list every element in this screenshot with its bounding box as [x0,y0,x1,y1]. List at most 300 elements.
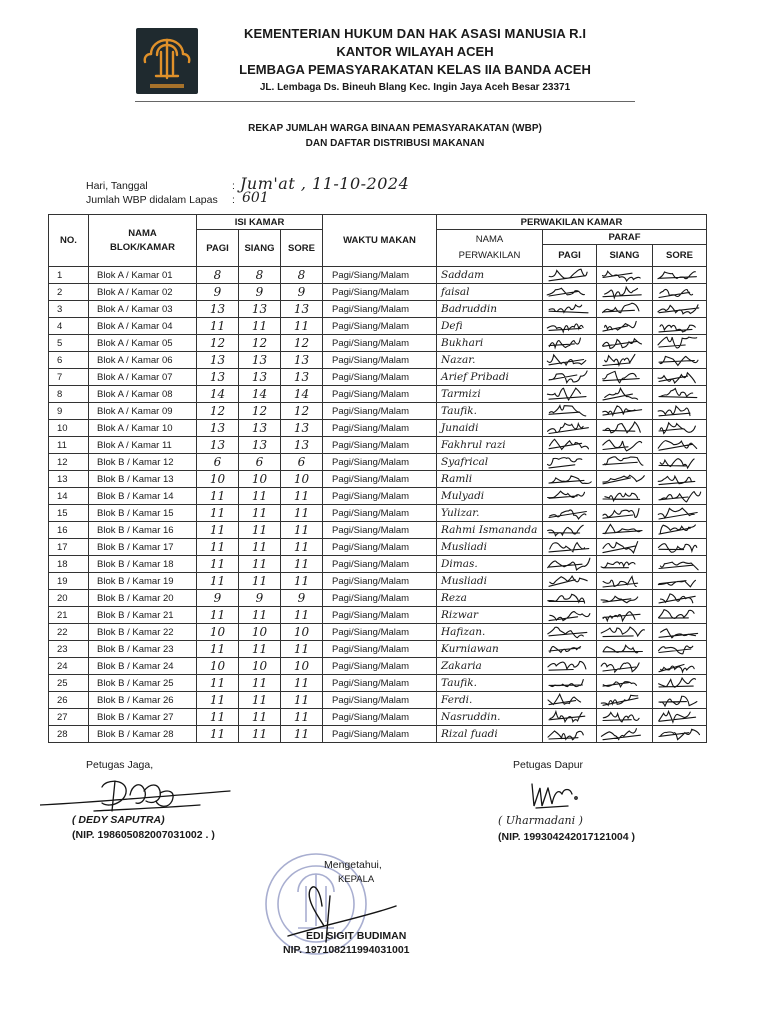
row-nama-perwakilan: Zakaria [437,658,543,675]
row-blok-kamar: Blok B / Kamar 18 [89,556,197,573]
regional-office: KANTOR WILAYAH ACEH [336,44,494,59]
paraf-siang-signature [597,403,653,420]
row-isi-pagi: 13 [197,301,239,318]
paraf-sore-signature [653,420,707,437]
row-no: 20 [49,590,89,607]
row-isi-sore: 13 [281,301,323,318]
row-isi-sore: 11 [281,607,323,624]
paraf-sore-signature [653,267,707,284]
row-isi-pagi: 11 [197,607,239,624]
row-nama-perwakilan: Fakhrul razi [437,437,543,454]
row-waktu-makan: Pagi/Siang/Malam [323,505,437,522]
row-isi-siang: 9 [239,284,281,301]
row-nama-perwakilan: Musliadi [437,539,543,556]
paraf-sore-signature [653,539,707,556]
row-isi-sore: 11 [281,522,323,539]
table-row [49,658,707,675]
row-waktu-makan: Pagi/Siang/Malam [323,522,437,539]
row-no: 15 [49,505,89,522]
row-isi-sore: 9 [281,284,323,301]
row-no: 9 [49,403,89,420]
row-blok-kamar: Blok B / Kamar 14 [89,488,197,505]
row-blok-kamar: Blok A / Kamar 04 [89,318,197,335]
table-row [49,522,707,539]
header-waktu-makan: WAKTU MAKAN [323,215,437,267]
row-isi-sore: 11 [281,318,323,335]
paraf-pagi-signature [543,471,597,488]
header-nama-perwakilan [437,230,543,267]
row-blok-kamar: Blok B / Kamar 12 [89,454,197,471]
row-blok-kamar: Blok B / Kamar 28 [89,726,197,743]
row-nama-perwakilan: Musliadi [437,573,543,590]
row-blok-kamar: Blok A / Kamar 09 [89,403,197,420]
row-isi-pagi: 11 [197,488,239,505]
row-isi-siang: 14 [239,386,281,403]
paraf-sore-signature [653,522,707,539]
row-isi-sore: 10 [281,624,323,641]
paraf-sore-signature [653,403,707,420]
table-row [49,284,707,301]
paraf-pagi-signature [543,352,597,369]
row-blok-kamar: Blok B / Kamar 20 [89,590,197,607]
row-isi-sore: 8 [281,267,323,284]
row-waktu-makan: Pagi/Siang/Malam [323,590,437,607]
row-isi-siang: 11 [239,522,281,539]
table-row [49,573,707,590]
row-isi-sore: 13 [281,352,323,369]
row-isi-sore: 10 [281,471,323,488]
paraf-siang-signature [597,590,653,607]
row-isi-pagi: 11 [197,726,239,743]
paraf-sore-signature [653,624,707,641]
kepala-nip: NIP. 197108211994031001 [283,944,410,956]
row-no: 14 [49,488,89,505]
letterhead [205,26,625,93]
row-nama-perwakilan: Junaidi [437,420,543,437]
paraf-sore-signature [653,692,707,709]
table-body [49,267,707,743]
row-waktu-makan: Pagi/Siang/Malam [323,369,437,386]
table-row [49,505,707,522]
table-row [49,488,707,505]
row-isi-sore: 11 [281,488,323,505]
header-paraf-pagi: PAGI [543,245,597,267]
row-isi-pagi: 11 [197,556,239,573]
header-isi-pagi: PAGI [197,230,239,267]
table-row [49,318,707,335]
paraf-siang-signature [597,692,653,709]
paraf-sore-signature [653,437,707,454]
header-nama-blok-text: NAMA BLOK/KAMAR [110,227,175,253]
row-isi-pagi: 13 [197,420,239,437]
paraf-pagi-signature [543,607,597,624]
row-no: 22 [49,624,89,641]
paraf-sore-signature [653,505,707,522]
table-row [49,437,707,454]
row-isi-sore: 11 [281,709,323,726]
header-no: NO. [49,215,89,267]
row-nama-perwakilan: Rizwar [437,607,543,624]
petugas-jaga-nip: (NIP. 198605082007031002 . ) [72,829,215,841]
row-isi-sore: 12 [281,403,323,420]
row-waktu-makan: Pagi/Siang/Malam [323,437,437,454]
row-nama-perwakilan: faisal [437,284,543,301]
row-nama-perwakilan: Syafrical [437,454,543,471]
row-no: 1 [49,267,89,284]
row-waktu-makan: Pagi/Siang/Malam [323,573,437,590]
wbp-colon: : [232,194,235,206]
paraf-sore-signature [653,369,707,386]
row-isi-siang: 11 [239,539,281,556]
row-isi-pagi: 6 [197,454,239,471]
paraf-siang-signature [597,573,653,590]
row-blok-kamar: Blok B / Kamar 23 [89,641,197,658]
row-blok-kamar: Blok A / Kamar 10 [89,420,197,437]
row-waktu-makan: Pagi/Siang/Malam [323,403,437,420]
row-isi-siang: 10 [239,658,281,675]
row-no: 12 [49,454,89,471]
paraf-pagi-signature [543,505,597,522]
paraf-siang-signature [597,522,653,539]
distribution-table [48,214,707,743]
row-waktu-makan: Pagi/Siang/Malam [323,386,437,403]
table-row [49,267,707,284]
row-waktu-makan: Pagi/Siang/Malam [323,726,437,743]
paraf-siang-signature [597,726,653,743]
row-blok-kamar: Blok B / Kamar 19 [89,573,197,590]
table-row [49,556,707,573]
row-nama-perwakilan: Kurniawan [437,641,543,658]
paraf-sore-signature [653,318,707,335]
row-isi-siang: 6 [239,454,281,471]
row-isi-sore: 13 [281,420,323,437]
petugas-dapur-signature [528,780,588,812]
row-isi-pagi: 11 [197,675,239,692]
paraf-siang-signature [597,709,653,726]
row-waktu-makan: Pagi/Siang/Malam [323,607,437,624]
row-isi-siang: 11 [239,726,281,743]
row-nama-perwakilan: Saddam [437,267,543,284]
paraf-sore-signature [653,471,707,488]
row-nama-perwakilan: Ramli [437,471,543,488]
row-isi-pagi: 11 [197,522,239,539]
row-no: 7 [49,369,89,386]
row-blok-kamar: Blok A / Kamar 07 [89,369,197,386]
row-waktu-makan: Pagi/Siang/Malam [323,624,437,641]
petugas-dapur-label: Petugas Dapur [513,759,584,771]
paraf-siang-signature [597,471,653,488]
row-isi-sore: 14 [281,386,323,403]
row-isi-sore: 11 [281,675,323,692]
row-no: 2 [49,284,89,301]
row-isi-pagi: 10 [197,624,239,641]
paraf-pagi-signature [543,284,597,301]
table-row [49,539,707,556]
table-row [49,692,707,709]
row-no: 27 [49,709,89,726]
paraf-siang-signature [597,301,653,318]
row-isi-pagi: 8 [197,267,239,284]
row-isi-sore: 13 [281,369,323,386]
row-no: 26 [49,692,89,709]
row-blok-kamar: Blok B / Kamar 17 [89,539,197,556]
row-waktu-makan: Pagi/Siang/Malam [323,658,437,675]
row-isi-siang: 11 [239,573,281,590]
row-blok-kamar: Blok A / Kamar 05 [89,335,197,352]
row-isi-pagi: 13 [197,369,239,386]
row-isi-pagi: 13 [197,352,239,369]
row-isi-pagi: 11 [197,318,239,335]
row-no: 16 [49,522,89,539]
row-nama-perwakilan: Nasruddin. [437,709,543,726]
paraf-pagi-signature [543,386,597,403]
paraf-siang-signature [597,352,653,369]
table-row [49,454,707,471]
paraf-sore-signature [653,607,707,624]
row-isi-pagi: 13 [197,437,239,454]
row-waktu-makan: Pagi/Siang/Malam [323,420,437,437]
table-row [49,420,707,437]
row-no: 8 [49,386,89,403]
table-row [49,624,707,641]
row-isi-sore: 11 [281,573,323,590]
table-row [49,386,707,403]
row-isi-siang: 8 [239,267,281,284]
paraf-siang-signature [597,420,653,437]
row-no: 24 [49,658,89,675]
table-row [49,352,707,369]
header-isi-siang: SIANG [239,230,281,267]
row-isi-pagi: 12 [197,403,239,420]
paraf-pagi-signature [543,709,597,726]
paraf-sore-signature [653,284,707,301]
row-isi-siang: 11 [239,641,281,658]
row-no: 17 [49,539,89,556]
date-label: Hari, Tanggal [86,180,148,192]
row-isi-siang: 11 [239,709,281,726]
paraf-pagi-signature [543,437,597,454]
row-blok-kamar: Blok A / Kamar 02 [89,284,197,301]
row-isi-pagi: 12 [197,335,239,352]
paraf-pagi-signature [543,556,597,573]
document-title [160,121,630,151]
row-isi-siang: 13 [239,369,281,386]
paraf-pagi-signature [543,641,597,658]
institution-address: JL. Lembaga Ds. Bineuh Blang Kec. Ingin Jaya Aceh Besar 23371 [259,82,571,93]
row-no: 21 [49,607,89,624]
header-paraf-siang: SIANG [597,245,653,267]
paraf-sore-signature [653,675,707,692]
row-nama-perwakilan: Yulizar. [437,505,543,522]
paraf-siang-signature [597,556,653,573]
row-nama-perwakilan: Hafizan. [437,624,543,641]
row-blok-kamar: Blok B / Kamar 22 [89,624,197,641]
kepala-name: EDI SIGIT BUDIMAN [306,930,407,942]
row-isi-pagi: 11 [197,709,239,726]
row-isi-siang: 12 [239,403,281,420]
row-waktu-makan: Pagi/Siang/Malam [323,301,437,318]
row-blok-kamar: Blok B / Kamar 26 [89,692,197,709]
paraf-sore-signature [653,386,707,403]
mengetahui-label: Mengetahui, [324,859,382,871]
row-waktu-makan: Pagi/Siang/Malam [323,488,437,505]
row-nama-perwakilan: Defi [437,318,543,335]
table-row [49,403,707,420]
date-colon: : [232,180,235,192]
wbp-count-value: 601 [242,190,269,206]
paraf-siang-signature [597,658,653,675]
row-blok-kamar: Blok B / Kamar 24 [89,658,197,675]
row-waktu-makan: Pagi/Siang/Malam [323,267,437,284]
row-isi-pagi: 11 [197,641,239,658]
institution-name: LEMBAGA PEMASYARAKATAN KELAS IIA BANDA ACEH [239,62,591,77]
paraf-sore-signature [653,488,707,505]
paraf-pagi-signature [543,726,597,743]
row-isi-siang: 10 [239,471,281,488]
row-isi-sore: 11 [281,539,323,556]
paraf-pagi-signature [543,658,597,675]
paraf-sore-signature [653,335,707,352]
row-blok-kamar: Blok A / Kamar 11 [89,437,197,454]
wbp-count-label: Jumlah WBP didalam Lapas [86,194,218,206]
letterhead-divider [135,101,635,102]
row-isi-siang: 12 [239,335,281,352]
row-blok-kamar: Blok A / Kamar 08 [89,386,197,403]
row-isi-siang: 11 [239,692,281,709]
header-isi-kamar: ISI KAMAR [197,215,323,230]
paraf-sore-signature [653,709,707,726]
paraf-pagi-signature [543,488,597,505]
row-isi-pagi: 11 [197,505,239,522]
table-row [49,301,707,318]
row-blok-kamar: Blok B / Kamar 21 [89,607,197,624]
row-waktu-makan: Pagi/Siang/Malam [323,675,437,692]
row-isi-siang: 13 [239,301,281,318]
row-isi-sore: 9 [281,590,323,607]
row-waktu-makan: Pagi/Siang/Malam [323,641,437,658]
table-row [49,590,707,607]
row-isi-sore: 11 [281,505,323,522]
row-blok-kamar: Blok A / Kamar 01 [89,267,197,284]
row-isi-pagi: 11 [197,573,239,590]
table-row [49,709,707,726]
row-isi-sore: 10 [281,658,323,675]
row-nama-perwakilan: Bukhari [437,335,543,352]
paraf-siang-signature [597,386,653,403]
paraf-pagi-signature [543,420,597,437]
header-nama-blok [89,215,197,267]
row-waktu-makan: Pagi/Siang/Malam [323,709,437,726]
row-isi-sore: 13 [281,437,323,454]
paraf-siang-signature [597,675,653,692]
row-isi-siang: 13 [239,352,281,369]
paraf-siang-signature [597,267,653,284]
paraf-sore-signature [653,301,707,318]
paraf-sore-signature [653,658,707,675]
petugas-dapur-nip: (NIP. 199304242017121004 ) [498,831,636,843]
row-nama-perwakilan: Rahmi Ismananda [437,522,543,539]
paraf-pagi-signature [543,267,597,284]
row-isi-pagi: 10 [197,658,239,675]
row-waktu-makan: Pagi/Siang/Malam [323,556,437,573]
header-perwakilan-kamar: PERWAKILAN KAMAR [437,215,707,230]
row-isi-siang: 11 [239,488,281,505]
row-isi-sore: 12 [281,335,323,352]
paraf-siang-signature [597,488,653,505]
paraf-sore-signature [653,573,707,590]
paraf-siang-signature [597,624,653,641]
row-blok-kamar: Blok B / Kamar 25 [89,675,197,692]
row-no: 3 [49,301,89,318]
row-nama-perwakilan: Rizal fuadi [437,726,543,743]
paraf-pagi-signature [543,454,597,471]
row-waktu-makan: Pagi/Siang/Malam [323,318,437,335]
row-isi-siang: 11 [239,556,281,573]
header-paraf: PARAF [543,230,707,245]
ministry-emblem-icon [136,28,198,94]
row-isi-pagi: 9 [197,590,239,607]
paraf-sore-signature [653,641,707,658]
row-blok-kamar: Blok A / Kamar 03 [89,301,197,318]
paraf-pagi-signature [543,590,597,607]
paraf-siang-signature [597,318,653,335]
row-no: 10 [49,420,89,437]
row-blok-kamar: Blok B / Kamar 16 [89,522,197,539]
petugas-jaga-label: Petugas Jaga, [86,759,154,771]
row-nama-perwakilan: Arief Pribadi [437,369,543,386]
paraf-siang-signature [597,539,653,556]
paraf-siang-signature [597,335,653,352]
table-row [49,607,707,624]
row-isi-siang: 11 [239,318,281,335]
paraf-pagi-signature [543,403,597,420]
row-isi-pagi: 9 [197,284,239,301]
row-no: 25 [49,675,89,692]
paraf-pagi-signature [543,675,597,692]
table-row [49,675,707,692]
row-isi-pagi: 11 [197,692,239,709]
table-row [49,726,707,743]
row-isi-sore: 11 [281,556,323,573]
paraf-sore-signature [653,726,707,743]
paraf-sore-signature [653,454,707,471]
row-blok-kamar: Blok B / Kamar 15 [89,505,197,522]
row-blok-kamar: Blok B / Kamar 27 [89,709,197,726]
paraf-siang-signature [597,454,653,471]
row-no: 13 [49,471,89,488]
row-nama-perwakilan: Tarmizi [437,386,543,403]
petugas-jaga-name: ( DEDY SAPUTRA) [72,814,165,826]
row-nama-perwakilan: Mulyadi [437,488,543,505]
row-no: 23 [49,641,89,658]
row-isi-sore: 6 [281,454,323,471]
paraf-pagi-signature [543,692,597,709]
row-no: 11 [49,437,89,454]
table-row [49,369,707,386]
row-nama-perwakilan: Taufik. [437,403,543,420]
row-isi-siang: 11 [239,607,281,624]
row-waktu-makan: Pagi/Siang/Malam [323,352,437,369]
paraf-siang-signature [597,369,653,386]
paraf-siang-signature [597,284,653,301]
row-isi-pagi: 14 [197,386,239,403]
paraf-pagi-signature [543,573,597,590]
row-nama-perwakilan: Taufik. [437,675,543,692]
paraf-pagi-signature [543,624,597,641]
row-nama-perwakilan: Badruddin [437,301,543,318]
paraf-sore-signature [653,556,707,573]
row-no: 6 [49,352,89,369]
